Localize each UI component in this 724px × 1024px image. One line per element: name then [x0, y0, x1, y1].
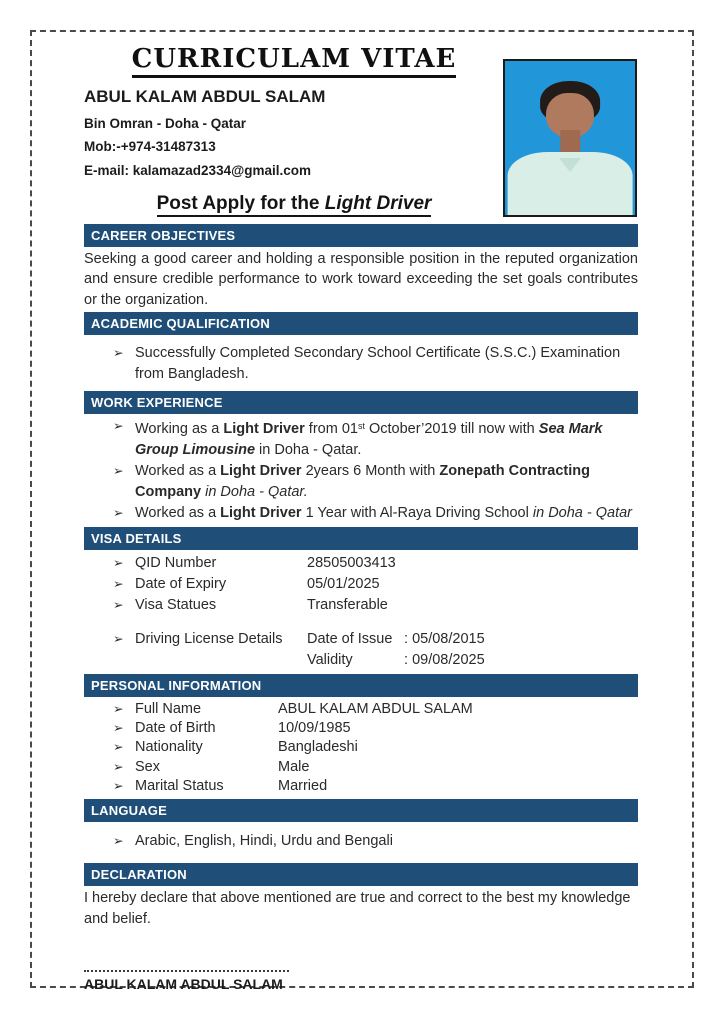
arrow-bullet-icon: ➢: [113, 419, 124, 433]
language-item: [84, 831, 638, 852]
visa-row-label: QID Number: [135, 555, 217, 572]
section-header-language: LANGUAGE: [84, 799, 638, 822]
arrow-bullet-icon: ➢: [113, 721, 124, 736]
work-item-text: Working as a Light Driver from 01st October’2019 till now with Sea Mark Group Limousine in Doha - Qatar.: [135, 421, 603, 459]
visa-row-value: 28505003413: [307, 555, 396, 572]
arrow-bullet-icon: ➢: [113, 632, 124, 647]
arrow-bullet-icon: ➢: [113, 506, 124, 521]
personal-row-value: Married: [278, 777, 328, 794]
applicant-photo: [503, 59, 637, 217]
cv-page: [30, 30, 694, 993]
personal-row: [84, 758, 638, 777]
personal-row-label: Marital Status: [135, 777, 224, 794]
arrow-bullet-icon: ➢: [113, 464, 124, 479]
visa-items: [84, 553, 638, 671]
applicant-email: E-mail: kalamazad2334@gmail.com: [84, 162, 312, 178]
visa-row: [84, 595, 638, 616]
personal-row: [84, 700, 638, 719]
arrow-bullet-icon: ➢: [113, 577, 124, 592]
section-header-work-experience: WORK EXPERIENCE: [84, 391, 638, 414]
header-text-block: [84, 44, 504, 215]
personal-row: [84, 738, 638, 757]
language-item-text: Arabic, English, Hindi, Urdu and Bengali: [135, 833, 393, 850]
photo-person-neck: [560, 130, 580, 153]
personal-row: [84, 777, 638, 796]
personal-row-value: ABUL KALAM ABDUL SALAM: [278, 701, 473, 718]
arrow-bullet-icon: ➢: [113, 346, 124, 360]
personal-row-value: 10/09/1985: [278, 720, 351, 737]
work-item-text: Worked as a Light Driver 1 Year with Al-Raya Driving School in Doha - Qatar: [135, 505, 633, 522]
academic-items: [84, 343, 638, 385]
work-item: [84, 461, 638, 503]
academic-item: [84, 343, 638, 385]
cv-header: [84, 44, 638, 215]
visa-row-value: Transferable: [307, 597, 388, 614]
visa-row-label: Date of Expiry: [135, 576, 227, 593]
work-items: [84, 416, 638, 524]
personal-row-label: Nationality: [135, 739, 203, 756]
career-objectives-text: Seeking a good career and holding a responsible position in the reputed organization and ensure credible performance to work toward exceeding the set goals contributes or the organization.: [84, 250, 638, 308]
arrow-bullet-icon: ➢: [113, 834, 124, 849]
section-header-declaration: DECLARATION: [84, 863, 638, 886]
personal-row-value: Bangladeshi: [278, 739, 358, 756]
arrow-bullet-icon: ➢: [113, 598, 124, 613]
arrow-bullet-icon: ➢: [113, 759, 124, 774]
arrow-bullet-icon: ➢: [113, 740, 124, 755]
driving-license-row: [84, 629, 638, 671]
license-entry: Date of Issue : 05/08/2015: [307, 631, 485, 648]
section-header-personal-information: PERSONAL INFORMATION: [84, 674, 638, 697]
arrow-bullet-icon: ➢: [113, 778, 124, 793]
applicant-name: ABUL KALAM ABDUL SALAM: [84, 87, 326, 106]
personal-items: [84, 700, 638, 796]
visa-row-label: Visa Statues: [135, 597, 217, 614]
declaration-text: I hereby declare that above mentioned are true and correct to the best my knowledge and belief.: [84, 890, 631, 927]
personal-row-value: Male: [278, 758, 310, 775]
section-header-academic-qualification: ACADEMIC QUALIFICATION: [84, 312, 638, 335]
work-item-text: Worked as a Light Driver 2years 6 Month with Zonepath Contracting Company in Doha - Qatar.: [135, 463, 591, 501]
section-header-career-objectives: CAREER OBJECTIVES: [84, 224, 638, 247]
visa-row: [84, 574, 638, 595]
signature-name: ABUL KALAM ABDUL SALAM: [84, 976, 283, 993]
section-header-visa-details: VISA DETAILS: [84, 527, 638, 550]
signature-block: [84, 970, 638, 992]
arrow-bullet-icon: ➢: [113, 556, 124, 571]
personal-row-label: Full Name: [135, 701, 202, 718]
post-applied-for: Post Apply for the Light Driver: [84, 193, 504, 215]
work-item: [84, 416, 638, 461]
driving-license-label: Driving License Details: [135, 631, 283, 648]
visa-row: [84, 553, 638, 574]
photo-person-collar: [559, 158, 581, 172]
visa-row-value: 05/01/2025: [307, 576, 380, 593]
license-entry: Validity : 09/08/2025: [307, 652, 485, 669]
academic-item-text: Successfully Completed Secondary School Certificate (S.S.C.) Examination from Bangladesh.: [135, 345, 621, 382]
signature-line: [84, 970, 289, 972]
work-item: [84, 503, 638, 524]
applicant-address: Bin Omran - Doha - Qatar: [84, 115, 247, 131]
applicant-mobile: Mob:-+974-31487313: [84, 139, 216, 154]
personal-row-label: Date of Birth: [135, 720, 216, 737]
document-title: CURRICULAM VITAE: [84, 44, 504, 74]
personal-row: [84, 719, 638, 738]
personal-row-label: Sex: [135, 758, 160, 775]
arrow-bullet-icon: ➢: [113, 702, 124, 717]
driving-license-values: [307, 629, 638, 671]
